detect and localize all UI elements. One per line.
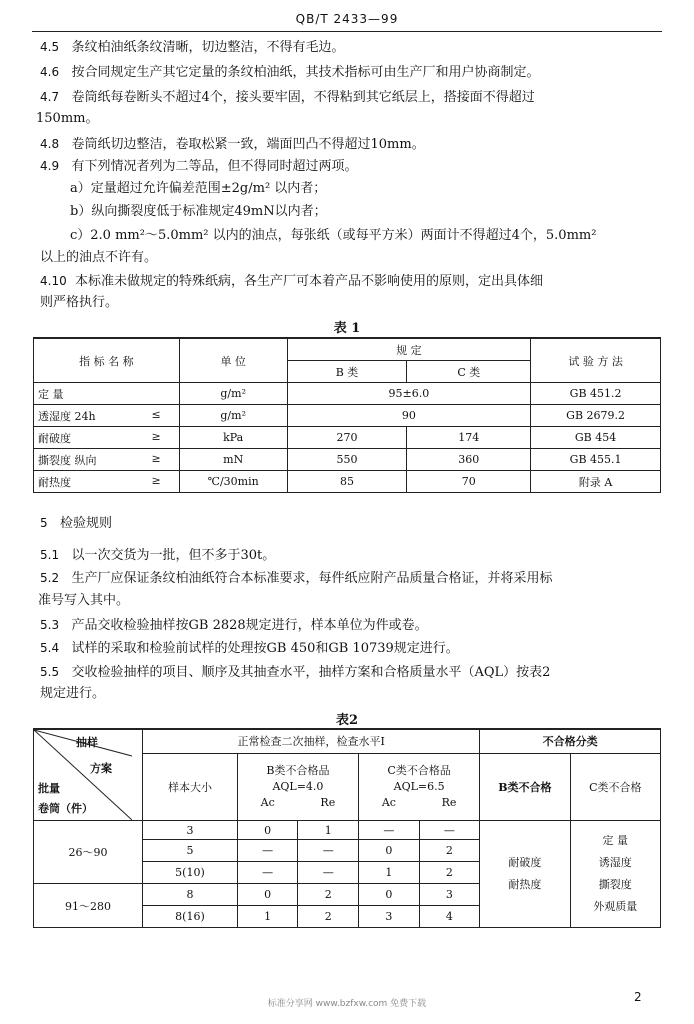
table2-cell-bre: — — [298, 862, 359, 884]
clause-number: 5.2 — [40, 571, 60, 585]
c-item: 撕裂度 — [598, 878, 632, 891]
table2-cell-bac: 1 — [237, 906, 298, 928]
clause-number: 4.10 — [40, 274, 67, 288]
clause-5-5 — [40, 661, 660, 684]
clause-number: 5.1 — [40, 548, 60, 562]
table1-cell-method: GB 2679.2 — [531, 405, 661, 427]
table1-header-spec: 规 定 — [287, 338, 531, 361]
table-row — [34, 821, 661, 840]
clause-text: 试样的采取和检验前试样的处理按GB 450和GB 10739规定进行。 — [71, 641, 459, 656]
table1-header-b: B 类 — [287, 361, 407, 383]
clause-text: 以一次交货为一批，但不多于30t。 — [71, 548, 276, 563]
table2-cell-n: 3 — [143, 821, 238, 840]
clause-5-2 — [40, 567, 660, 590]
corner-label-sampling: 抽样 — [76, 736, 98, 749]
clause-4-10-cont — [40, 292, 660, 314]
clause-text: 卷筒纸每卷断头不超过4个，接头要牢固，不得粘到其它纸层上，搭接面不得超过 — [71, 90, 535, 105]
table2-cell-n: 5(10) — [143, 862, 238, 884]
table1-cell-c: 174 — [407, 427, 531, 449]
table2-batch-2: 91～280 — [34, 884, 143, 928]
table1-cell-method: GB 451.2 — [531, 383, 661, 405]
table1-cell-name: 耐热度 ≥ — [34, 471, 180, 493]
table2-defect-header: 不合格分类 — [480, 729, 661, 753]
table2-cell-n: 8 — [143, 884, 238, 906]
table2-cell-n: 8(16) — [143, 906, 238, 928]
c-nc-label: C类不合格品 — [387, 763, 451, 777]
corner-label-roll: 卷筒（件） — [38, 802, 93, 815]
table1-cell-value: 95±6.0 — [287, 383, 531, 405]
ac-label: Ac — [260, 795, 275, 809]
clause-text: 则严格执行。 — [40, 295, 119, 310]
table-row — [34, 449, 661, 471]
clause-number: 5.3 — [40, 618, 60, 632]
table2-sample-size-header: 样本大小 — [143, 753, 238, 820]
table1-cell-unit: g/m² — [179, 405, 287, 427]
table-row — [34, 405, 661, 427]
table2-cell-bac: — — [237, 840, 298, 862]
clause-number: 4.8 — [40, 137, 60, 151]
table1-caption: 表 1 — [333, 321, 361, 336]
clause-5-4 — [40, 637, 660, 660]
b-aql-label: AQL=4.0 — [272, 779, 324, 793]
clause-text: a）定量超过允许偏差范围±2g/m² 以内者； — [70, 181, 327, 196]
clause-5-1 — [40, 544, 660, 567]
table1-cell-c: 360 — [407, 449, 531, 471]
clause-text: 有下列情况者列为二等品，但不得同时超过两项。 — [71, 159, 358, 174]
table2-cell-bac: — — [237, 862, 298, 884]
clause-5-2-cont — [38, 590, 658, 612]
corner-label-batch: 批量 — [38, 782, 60, 795]
clause-number: 4.6 — [40, 65, 60, 79]
table2-b-nc-header — [237, 753, 358, 820]
re-label: Re — [441, 795, 457, 809]
clause-text: 交收检验抽样的项目、顺序及其抽查水平，抽样方案和合格质量水平（AQL）按表2 — [71, 665, 551, 680]
table1-cell-name: 撕裂度 纵向 ≥ — [34, 449, 180, 471]
table2-b-class-header: B类不合格 — [480, 753, 570, 820]
table1-cell-unit: g/m² — [179, 383, 287, 405]
standard-code-header: QB/T 2433—99 — [295, 12, 399, 26]
clause-4-7 — [40, 86, 660, 109]
clause-number: 4.7 — [40, 90, 60, 104]
table-row — [34, 383, 661, 405]
table1-cell-method: GB 454 — [531, 427, 661, 449]
clause-text: 以上的油点不许有。 — [40, 250, 158, 265]
clause-4-6 — [40, 61, 660, 84]
table1-cell-b: 270 — [287, 427, 407, 449]
clause-text: 卷筒纸切边整洁，卷取松紧一致，端面凹凸不得超过10mm。 — [71, 137, 425, 152]
clause-text: 本标准未做规定的特殊纸病，各生产厂可本着产品不影响使用的原则，定出具体细 — [74, 274, 543, 289]
clause-number: 4.9 — [40, 159, 60, 173]
table1-cell-method: 附录 A — [531, 471, 661, 493]
table2-c-class-header: C类不合格 — [570, 753, 660, 820]
table1-cell-unit: mN — [179, 449, 287, 471]
clause-number: 4.5 — [40, 40, 60, 54]
table-row — [34, 427, 661, 449]
table2-caption: 表2 — [335, 713, 359, 728]
table1-header-unit: 单 位 — [179, 338, 287, 383]
b-item: 耐热度 — [508, 878, 542, 891]
clause-text: 按合同规定生产其它定量的条纹柏油纸，其技术指标可由生产厂和用户协商制定。 — [71, 65, 540, 80]
header-rule — [32, 31, 662, 32]
section-5-heading — [40, 512, 660, 535]
table2-cell-cac: 3 — [359, 906, 420, 928]
section-number: 5 — [40, 516, 48, 530]
watermark-footer: 标准分享网 www.bzfxw.com 免费下载 — [267, 999, 427, 1009]
ac-label: Ac — [381, 795, 396, 809]
table2-batch-1: 26～90 — [34, 821, 143, 884]
table1-cell-c: 70 — [407, 471, 531, 493]
table2-c-items — [570, 821, 660, 928]
clause-text: 生产厂应保证条纹柏油纸符合本标准要求，每件纸应附产品质量合格证，并将采用标 — [71, 571, 553, 586]
clause-text: 条纹柏油纸条纹清晰，切边整洁，不得有毛边。 — [71, 40, 345, 55]
table1-cell-name: 耐破度 ≥ — [34, 427, 180, 449]
table2-cell-bac: 0 — [237, 821, 298, 840]
table2-cell-cac: 0 — [359, 840, 420, 862]
clause-number: 5.4 — [40, 641, 60, 655]
table1-cell-b: 550 — [287, 449, 407, 471]
table1 — [33, 337, 661, 493]
table2-cell-bre: 1 — [298, 821, 359, 840]
table1-cell-b: 85 — [287, 471, 407, 493]
clause-4-9-b — [70, 201, 690, 223]
table1-cell-method: GB 455.1 — [531, 449, 661, 471]
clause-4-9-c-cont — [40, 247, 660, 269]
clause-text: 准号写入其中。 — [38, 593, 130, 608]
clause-number: 5.5 — [40, 665, 60, 679]
clause-5-5-cont — [40, 683, 660, 705]
page-number: 2 — [634, 990, 642, 1004]
table-row — [34, 471, 661, 493]
table2-cell-cac: 1 — [359, 862, 420, 884]
table1-cell-unit: ℃/30min — [179, 471, 287, 493]
table1-cell-name: 透湿度 24h ≤ — [34, 405, 180, 427]
table2-cell-cre: 2 — [419, 840, 480, 862]
clause-4-5 — [40, 36, 660, 59]
clause-text: c）2.0 mm²～5.0mm² 以内的油点，每张纸（或每平方米）两面计不得超过4个，5.0mm² — [70, 228, 597, 243]
table2-c-nc-header — [359, 753, 480, 820]
table2-b-items — [480, 821, 570, 928]
table1-header-c: C 类 — [407, 361, 531, 383]
table2-cell-cre: 4 — [419, 906, 480, 928]
table2-cell-n: 5 — [143, 840, 238, 862]
c-item: 定 量 — [602, 834, 629, 847]
table2-corner-cell — [34, 729, 143, 821]
table1-cell-unit: kPa — [179, 427, 287, 449]
clause-4-9-c — [70, 225, 690, 247]
section-title: 检验规则 — [60, 516, 113, 531]
table1-cell-value: 90 — [287, 405, 531, 427]
b-nc-label: B类不合格品 — [266, 763, 330, 777]
clause-5-3 — [40, 614, 660, 637]
table2-cell-bac: 0 — [237, 884, 298, 906]
table1-cell-name: 定 量 — [34, 383, 180, 405]
clause-text: b）纵向撕裂度低于标准规定49mN以内者； — [70, 204, 327, 219]
table2-plan-header: 正常检查二次抽样，检查水平Ⅰ — [143, 729, 480, 753]
clause-4-7-cont — [36, 108, 656, 130]
table2-cell-cac: 0 — [359, 884, 420, 906]
clause-4-9-a — [70, 178, 690, 200]
table2-cell-cac: — — [359, 821, 420, 840]
clause-text: 产品交收检验抽样按GB 2828规定进行，样本单位为件或卷。 — [71, 618, 428, 633]
table2-cell-bre: — — [298, 840, 359, 862]
table2-cell-cre: 2 — [419, 862, 480, 884]
c-item: 外观质量 — [593, 900, 638, 913]
table1-header-method: 试 验 方 法 — [531, 338, 661, 383]
b-item: 耐破度 — [508, 856, 542, 869]
c-aql-label: AQL=6.5 — [393, 779, 445, 793]
table2-cell-cre: — — [419, 821, 480, 840]
re-label: Re — [320, 795, 336, 809]
clause-4-10 — [40, 270, 660, 293]
clause-text: 150mm。 — [36, 111, 99, 126]
clause-4-8 — [40, 133, 660, 156]
c-item: 诱湿度 — [598, 856, 632, 869]
corner-label-plan: 方案 — [90, 762, 112, 775]
table2-cell-cre: 3 — [419, 884, 480, 906]
table2-cell-bre: 2 — [298, 884, 359, 906]
table1-header-name: 指 标 名 称 — [34, 338, 180, 383]
table2-cell-bre: 2 — [298, 906, 359, 928]
clause-text: 规定进行。 — [40, 686, 106, 701]
clause-4-9 — [40, 155, 660, 178]
table2 — [33, 728, 661, 928]
